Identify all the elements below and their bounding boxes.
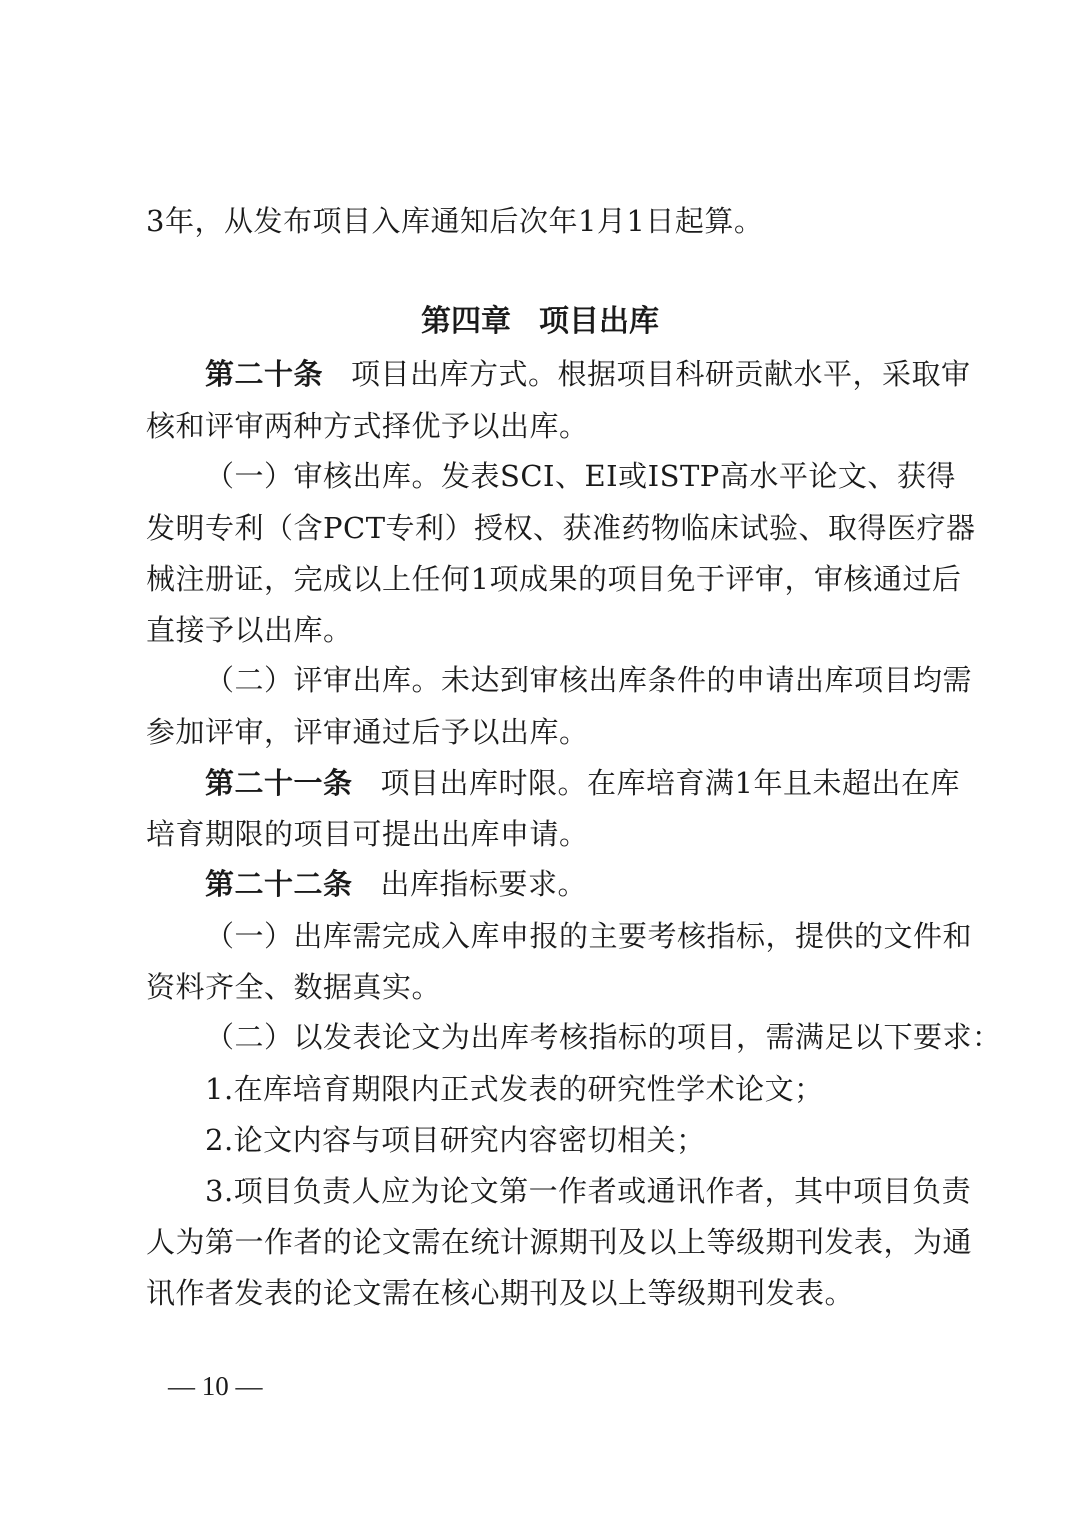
paragraph-line: 直接予以出库。: [146, 613, 353, 647]
paragraph-line: 资料齐全、数据真实。: [146, 970, 442, 1004]
article-label: 第二十条: [205, 357, 324, 391]
paragraph-line: 3年，从发布项目入库通知后次年1月1日起算。: [146, 204, 764, 238]
article-text: 项目出库时限。在库培育满1年且未超出在库: [380, 766, 960, 800]
chapter-heading: [0, 302, 1080, 342]
chapter-title: 项目出库: [539, 304, 659, 339]
paragraph-line: [205, 864, 947, 904]
paragraph-line: 核和评审两种方式择优予以出库。: [146, 409, 589, 443]
paragraph-line: 械注册证，完成以上任何1项成果的项目免于评审，审核通过后: [146, 562, 962, 596]
paragraph-line: 参加评审，评审通过后予以出库。: [146, 715, 589, 749]
paragraph-line: 2.论文内容与项目研究内容密切相关；: [205, 1123, 706, 1157]
paragraph-line: 发明专利（含PCT专利）授权、获准药物临床试验、取得医疗器: [146, 511, 976, 545]
paragraph-line: 讯作者发表的论文需在核心期刊及以上等级期刊发表。: [146, 1276, 855, 1310]
article-text: 出库指标要求。: [380, 867, 588, 901]
paragraph-line: 3.项目负责人应为论文第一作者或通讯作者，其中项目负责: [205, 1174, 972, 1208]
article-label: 第二十二条: [205, 867, 353, 901]
article-text: 项目出库方式。根据项目科研贡献水平，采取审: [351, 357, 971, 391]
paragraph-line: 培育期限的项目可提出出库申请。: [146, 817, 589, 851]
paragraph-line: （一）审核出库。发表SCI、EI或ISTP高水平论文、获得: [205, 459, 956, 493]
page-number: — 10 —: [168, 1371, 263, 1401]
paragraph-line: 1.在库培育期限内正式发表的研究性学术论文；: [205, 1072, 824, 1106]
paragraph-line: [205, 354, 971, 394]
paragraph-line: 人为第一作者的论文需在统计源期刊及以上等级期刊发表，为通: [146, 1225, 973, 1259]
paragraph-line: （一）出库需完成入库申报的主要考核指标，提供的文件和: [205, 919, 973, 953]
paragraph-line: [205, 763, 960, 803]
article-label: 第二十一条: [205, 766, 353, 800]
chapter-number: 第四章: [421, 304, 511, 339]
paragraph-line: （二）评审出库。未达到审核出库条件的申请出库项目均需: [205, 663, 973, 697]
paragraph-line: （二）以发表论文为出库考核指标的项目，需满足以下要求：: [205, 1020, 1002, 1054]
